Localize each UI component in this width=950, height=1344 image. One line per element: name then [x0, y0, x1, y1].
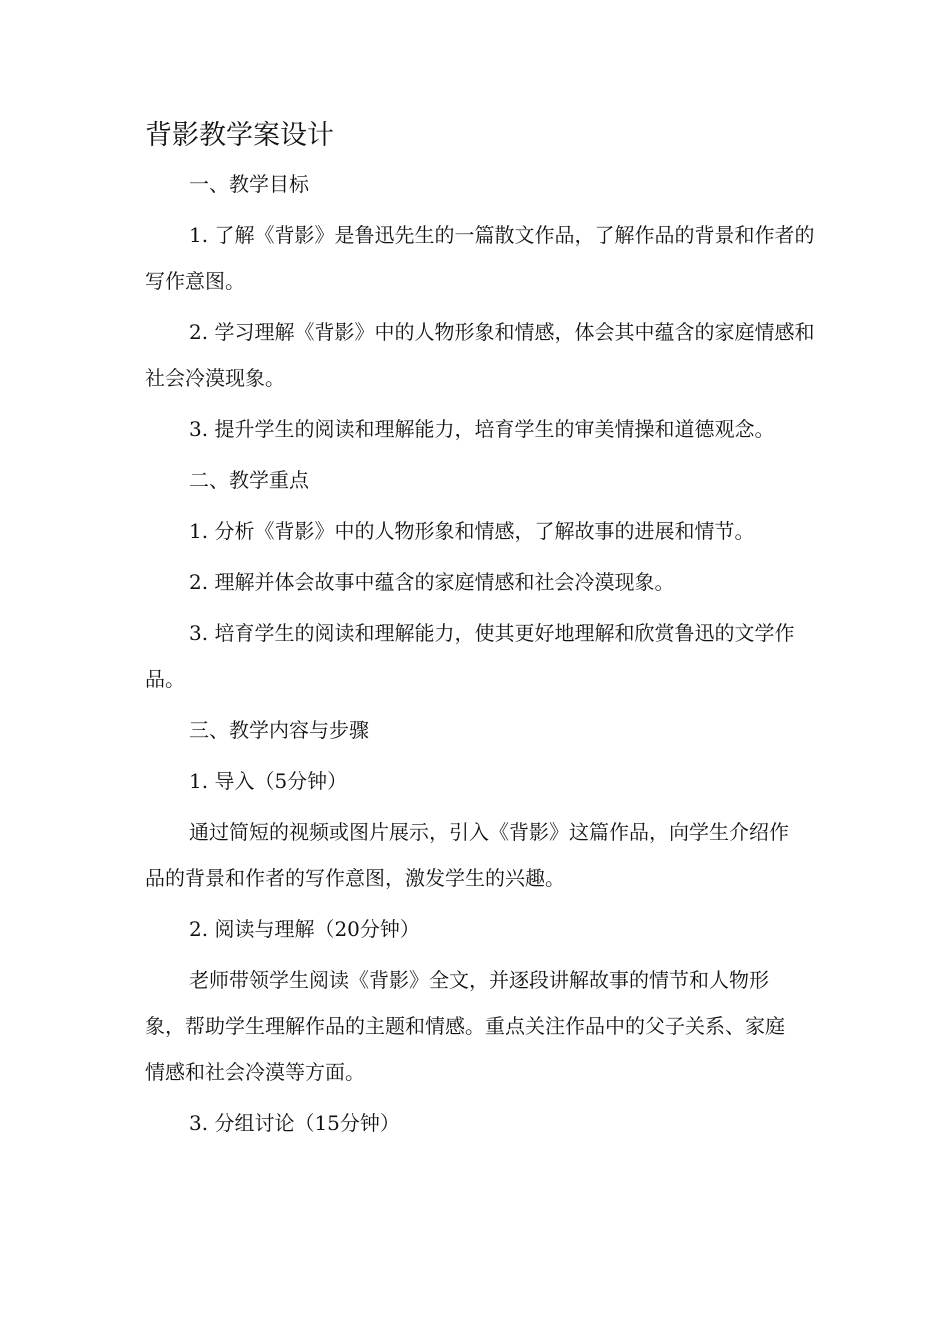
focus-item-2: 2. 理解并体会故事中蕴含的家庭情感和社会冷漠现象。 — [189, 570, 675, 594]
document-body — [145, 116, 817, 1146]
focus-item-1: 1. 分析《背影》中的人物形象和情感，了解故事的进展和情节。 — [189, 519, 755, 543]
section-heading-content-steps: 三、教学内容与步骤 — [189, 718, 369, 742]
goal-item-3: 3. 提升学生的阅读和理解能力，培育学生的审美情操和道德观念。 — [189, 417, 775, 441]
section-heading-teaching-goals: 一、教学目标 — [189, 172, 309, 196]
step-1-text: 通过简短的视频或图片展示，引入《背影》这篇作品，向学生介绍作品的背景和作者的写作意图，激发学生的兴趣。 — [145, 820, 789, 890]
step-1-heading: 1. 导入（5分钟） — [189, 769, 348, 793]
document-title: 背影教学案设计 — [145, 120, 334, 151]
goal-item-2: 2. 学习理解《背影》中的人物形象和情感，体会其中蕴含的家庭情感和社会冷漠现象。 — [145, 320, 815, 390]
goal-item-1: 1. 了解《背影》是鲁迅先生的一篇散文作品，了解作品的背景和作者的写作意图。 — [145, 223, 815, 293]
section-heading-teaching-focus: 二、教学重点 — [189, 468, 309, 492]
step-2-text: 老师带领学生阅读《背影》全文，并逐段讲解故事的情节和人物形象，帮助学生理解作品的主题和情感。重点关注作品中的父子关系、家庭情感和社会冷漠等方面。 — [145, 968, 785, 1084]
step-3-heading: 3. 分组讨论（15分钟） — [189, 1111, 400, 1135]
focus-item-3: 3. 培育学生的阅读和理解能力，使其更好地理解和欣赏鲁迅的文学作品。 — [145, 621, 795, 691]
step-2-heading: 2. 阅读与理解（20分钟） — [189, 917, 420, 941]
